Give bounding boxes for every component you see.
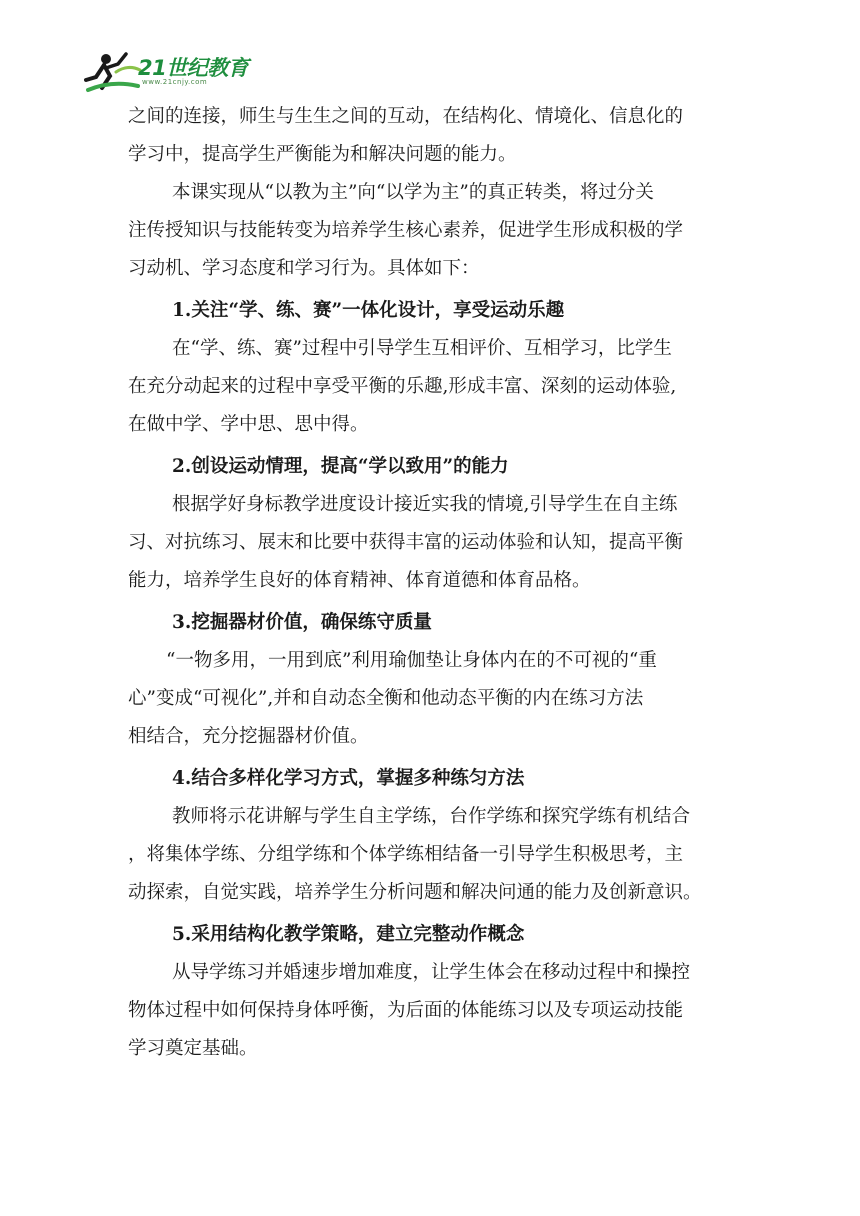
section-heading-5: 5.采用结构化教学策略，建立完整动作概念 [172,924,525,945]
section-line: 在充分动起来的过程中享受平衡的乐趣,形成丰富、深刻的运动体验, [128,376,677,397]
section-line: ，将集体学练、分组学练和个体学练相结备一引导学生积极思考，主 [128,844,684,865]
section-line: “一物多用，一用到底”利用瑜伽垫让身体内在的不可视的“重 [166,650,657,671]
brand-logo [82,50,252,96]
section-line: 在“学、练、赛”过程中引导学生互相评价、互相学习，比学生 [172,338,672,359]
section-line: 根据学好身标教学进度设计接近实我的情境,引导学生在自主练 [172,494,678,515]
intro-line: 学习中，提高学生严衡能为和解决问题的能力。 [128,144,517,165]
section-heading-1: 1.关注“学、练、赛”一体化设计，享受运动乐趣 [172,300,565,321]
section-line: 教师将示花讲解与学生自主学练，台作学练和探究学练有机结合 [172,806,691,827]
paragraph-line: 习动机、学习态度和学习行为。具体如下： [128,258,480,279]
intro-line: 之间的连接，师生与生生之间的互动，在结构化、情境化、信息化的 [128,106,684,127]
section-line: 在做中学、学中思、思中得。 [128,414,369,435]
document-body [128,98,740,1068]
section-line: 能力，培养学生良好的体育精神、体育道德和体育品格。 [128,570,591,591]
paragraph-line: 本课实现从“以教为主”向“以学为主”的真正转类，将过分关 [172,182,654,203]
section-line: 习、对抗练习、展末和比要中获得丰富的运动体验和认知，提高平衡 [128,532,684,553]
section-line: 心”变成“可视化”,并和自动态全衡和他动态平衡的内在练习方法 [128,688,644,709]
section-heading-4: 4.结合多样化学习方式，掌握多种练匀方法 [172,768,525,789]
section-heading-2: 2.创设运动情理，提高“学以致用”的能力 [172,456,509,477]
section-line: 学习奠定基础。 [128,1038,258,1059]
section-line: 相结合，充分挖掘器材价值。 [128,726,369,747]
runner-icon [82,50,142,96]
section-line: 动探索，自觉实践，培养学生分析问题和解决问通的能力及创新意识。 [128,882,702,903]
brand-url: www.21cnjy.com [142,78,208,86]
section-line: 物体过程中如何保持身体呼衡，为后面的体能练习以及专项运动技能 [128,1000,684,1021]
section-heading-3: 3.挖掘器材价值，确保练守质量 [172,612,432,633]
paragraph-line: 注传授知识与技能转变为培养学生核心素养，促进学生形成积极的学 [128,220,684,241]
brand-name: 21世纪教育 [138,56,249,80]
section-line: 从导学练习并婚速步增加难度，让学生体会在移动过程中和操控 [172,962,691,983]
